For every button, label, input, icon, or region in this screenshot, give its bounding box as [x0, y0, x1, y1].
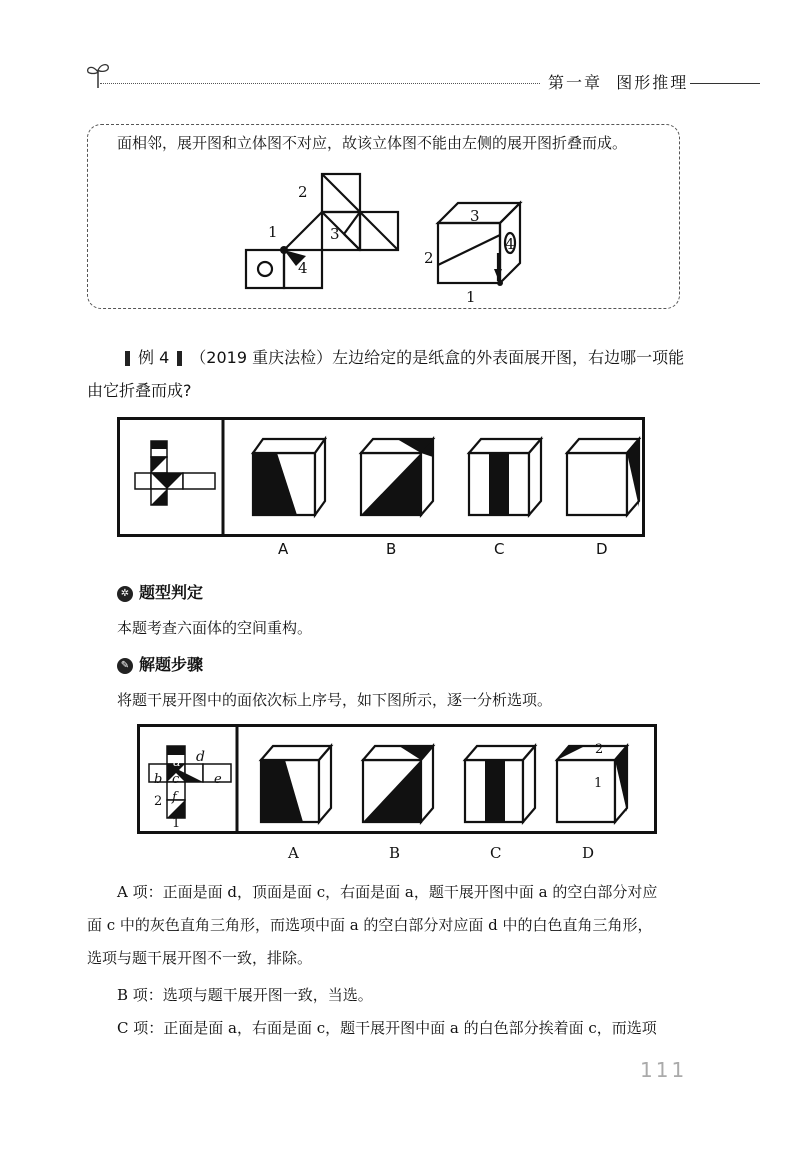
pen-icon: ✎	[117, 658, 133, 674]
net2-label-1: 1	[172, 816, 181, 831]
net2-label-a: a	[173, 755, 181, 770]
net-label-3: 3	[330, 225, 340, 243]
option-d-label: D	[596, 540, 608, 558]
option-a-label: A	[278, 540, 289, 558]
sprout-icon	[84, 60, 114, 90]
intro-cube-figure	[430, 195, 530, 295]
intro-text: 面相邻，展开图和立体图不对应，故该立体图不能由左侧的展开图折叠而成。	[117, 134, 628, 152]
cube-label-2: 2	[424, 249, 434, 267]
opt-d-label-1: 1	[594, 776, 603, 791]
analysis-b-line: B 项：选项与题干展开图一致，当选。	[117, 986, 373, 1004]
header-rule-right	[690, 83, 760, 84]
option2-b-label: B	[389, 844, 401, 862]
cube-label-3: 3	[470, 207, 480, 225]
analysis-a-line1: A 项：正面是面 d，顶面是面 c，右面是面 a，题干展开图中面 a 的空白部分对应	[117, 883, 658, 901]
section-steps-heading: ✎ 解题步骤	[117, 652, 203, 675]
net2-label-2: 2	[154, 794, 163, 809]
section-type-heading: ✲ 题型判定	[117, 580, 203, 603]
cube-label-4: 4	[505, 235, 515, 253]
page-number: 111	[640, 1058, 688, 1082]
section-type-text: 本题考查六面体的空间重构。	[117, 619, 313, 637]
option2-a-label: A	[288, 844, 299, 862]
section-steps-text: 将题干展开图中的面依次标上序号，如下图所示，逐一分析选项。	[117, 691, 553, 709]
cube-label-1: 1	[466, 288, 476, 306]
net2-label-c: c	[172, 772, 180, 787]
net2-label-f: f	[172, 790, 177, 805]
opt-d-label-2: 2	[595, 742, 604, 757]
header-title: 第一章 图形推理	[548, 73, 689, 92]
option2-d-label: D	[582, 844, 595, 862]
option2-c-label: C	[490, 844, 502, 862]
net2-label-e: e	[214, 772, 222, 787]
gear-icon: ✲	[117, 586, 133, 602]
net2-label-b: b	[154, 772, 163, 787]
example-heading: 例 4 （2019 重庆法检）左边给定的是纸盒的外表面展开图，右边哪一项能	[117, 345, 684, 368]
header-rule	[100, 83, 540, 84]
question-figure	[117, 417, 645, 537]
question-line2: 由它折叠而成?	[87, 381, 192, 400]
option-b-label: B	[386, 540, 397, 558]
analysis-c-line: C 项：正面是面 a，右面是面 c，题干展开图中面 a 的白色部分挨着面 c，而选项	[117, 1019, 657, 1037]
analysis-a-line3: 选项与题干展开图不一致，排除。	[87, 949, 313, 967]
net2-label-d: d	[196, 749, 205, 765]
analysis-a-line2: 面 c 中的灰色直角三角形，而选项中面 a 的空白部分对应面 d 中的白色直角三角形，	[87, 916, 653, 934]
option-c-label: C	[494, 540, 505, 558]
net-label-1: 1	[268, 223, 278, 241]
net-label-4: 4	[298, 259, 308, 277]
net-label-2: 2	[298, 183, 308, 201]
